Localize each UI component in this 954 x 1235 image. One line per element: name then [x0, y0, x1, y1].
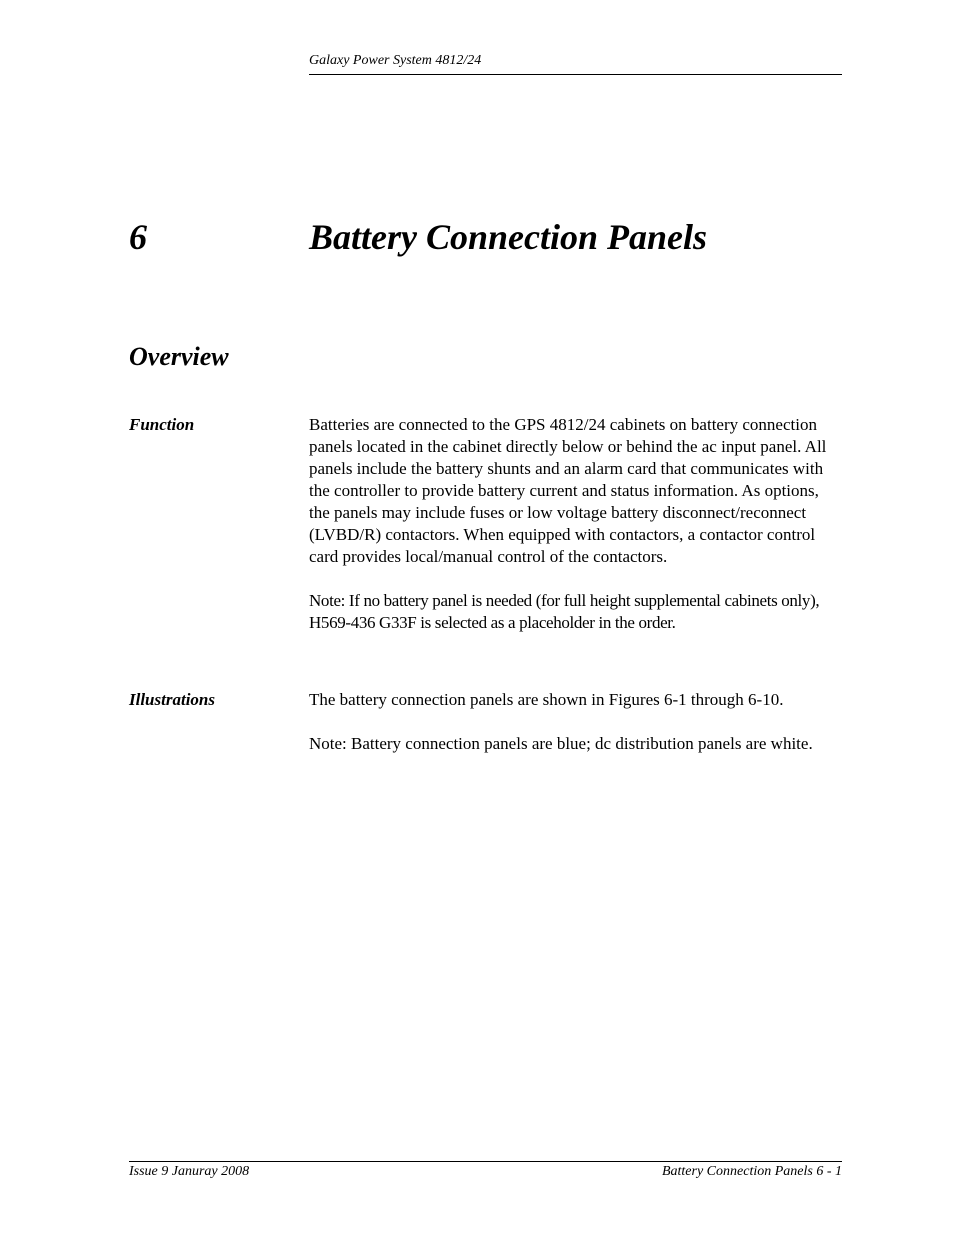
chapter-number: 6	[129, 217, 147, 257]
function-note: Note: If no battery panel is needed (for full height supplemental cabinets only), H569-436 G33F is selected as a placeholder in the order.	[309, 591, 820, 632]
illustrations-paragraph: The battery connection panels are shown in Figures 6-1 through 6-10.	[309, 690, 784, 709]
page-footer	[129, 1161, 842, 1182]
illustrations-note: Note: Battery connection panels are blue; dc distribution panels are white.	[309, 734, 813, 753]
header-title: Galaxy Power System 4812/24	[309, 53, 482, 68]
illustrations-body	[309, 689, 842, 755]
chapter-title: Battery Connection Panels	[309, 217, 708, 257]
footer-issue-date: Issue 9 Januray 2008	[129, 1164, 250, 1179]
footer-page-number: Battery Connection Panels 6 - 1	[661, 1164, 842, 1179]
section-heading: Overview	[129, 342, 229, 371]
function-label: Function	[129, 415, 195, 434]
function-body	[309, 414, 842, 634]
function-paragraph: Batteries are connected to the GPS 4812/24 cabinets on battery connection panels located in the cabinet directly below or behind the ac input panel. All panels include the battery shunts and an alarm card that communicates with the controller to provide battery current and status information. As options, the panels may include fuses or low voltage battery disconnect/reconnect (LVBD/R) contactors. When equipped with contactors, a contactor control card provides local/manual control of the contactors.	[309, 415, 827, 566]
illustrations-label: Illustrations	[129, 690, 215, 709]
page-header	[309, 52, 842, 75]
